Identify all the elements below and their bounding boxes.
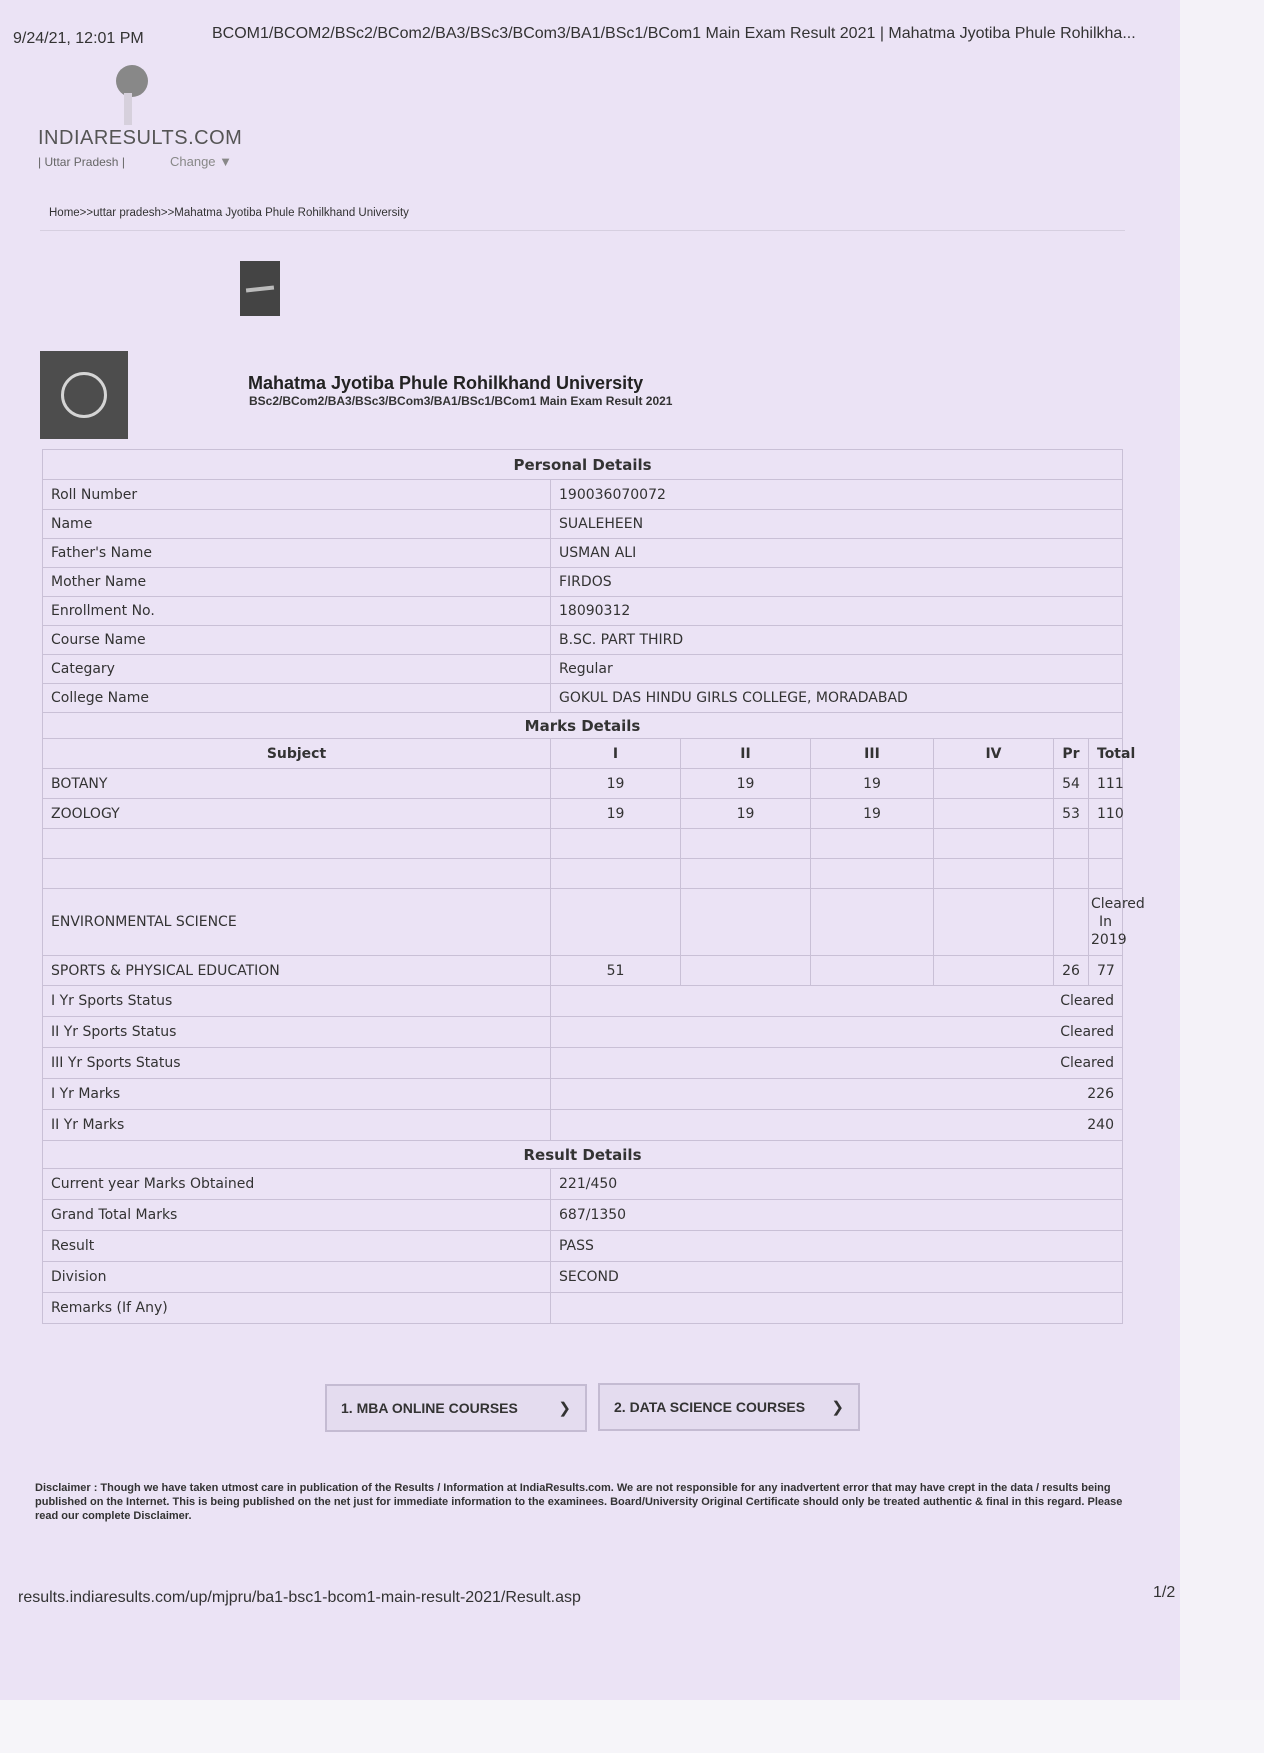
detail-value: Regular xyxy=(551,655,1123,684)
print-date: 9/24/21, 12:01 PM xyxy=(13,30,144,47)
university-name: Mahatma Jyotiba Phule Rohilkhand University xyxy=(248,373,644,393)
detail-row xyxy=(43,568,1123,597)
site-logo-icon[interactable] xyxy=(116,65,148,97)
detail-label: Categary xyxy=(43,655,551,684)
chevron-right-icon: ❯ xyxy=(558,1400,571,1417)
mark-cell: 19 xyxy=(681,799,811,829)
detail-value: 190036070072 xyxy=(551,480,1123,510)
data-science-courses-button[interactable] xyxy=(598,1383,860,1431)
button-label: 1. MBA ONLINE COURSES xyxy=(341,1400,518,1416)
detail-row xyxy=(43,510,1123,539)
mba-online-courses-button[interactable] xyxy=(325,1384,587,1432)
result-label: Current year Marks Obtained xyxy=(43,1169,551,1200)
detail-label: Father's Name xyxy=(43,539,551,568)
emblem-icon xyxy=(61,372,107,418)
result-details-heading-row xyxy=(43,1141,1123,1169)
site-name[interactable]: INDIARESULTS.COM xyxy=(38,127,243,149)
mark-cell: 19 xyxy=(811,769,934,799)
detail-value: SUALEHEEN xyxy=(551,510,1123,539)
breadcrumb[interactable]: Home>>uttar pradesh>>Mahatma Jyotiba Phule Rohilkhand University xyxy=(49,207,409,219)
mark-cell xyxy=(681,889,811,956)
status-label: I Yr Marks xyxy=(43,1079,551,1110)
section-heading: Personal Details xyxy=(43,450,1123,480)
col-header: II xyxy=(681,739,811,769)
total-cell: 111 xyxy=(1089,769,1123,799)
result-label: Result xyxy=(43,1231,551,1262)
marks-row xyxy=(43,799,1123,829)
result-row xyxy=(43,1169,1123,1200)
mark-cell xyxy=(934,956,1054,986)
status-row xyxy=(43,1048,1123,1079)
marks-row xyxy=(43,889,1123,956)
page-margin-bottom xyxy=(0,1700,1264,1753)
status-row xyxy=(43,1017,1123,1048)
detail-label: Course Name xyxy=(43,626,551,655)
detail-row xyxy=(43,480,1123,510)
mark-cell xyxy=(681,956,811,986)
mark-cell xyxy=(1054,829,1089,859)
col-header: Subject xyxy=(43,739,551,769)
mark-cell xyxy=(934,769,1054,799)
status-value: 226 xyxy=(551,1079,1123,1110)
status-value: Cleared xyxy=(551,986,1123,1017)
subject-cell: SPORTS & PHYSICAL EDUCATION xyxy=(43,956,551,986)
detail-row xyxy=(43,597,1123,626)
result-value: SECOND xyxy=(551,1262,1123,1293)
marks-row xyxy=(43,956,1123,986)
mark-cell: 19 xyxy=(811,799,934,829)
personal-details-heading-row xyxy=(43,450,1123,480)
detail-value: USMAN ALI xyxy=(551,539,1123,568)
page-margin-right xyxy=(1180,0,1264,1753)
mark-cell xyxy=(811,889,934,956)
status-value: Cleared xyxy=(551,1017,1123,1048)
mark-cell: 54 xyxy=(1054,769,1089,799)
status-label: I Yr Sports Status xyxy=(43,986,551,1017)
status-row xyxy=(43,986,1123,1017)
divider xyxy=(40,230,1125,231)
mark-cell: 19 xyxy=(551,799,681,829)
result-label: Division xyxy=(43,1262,551,1293)
banner-image xyxy=(240,261,280,316)
total-cell xyxy=(1089,829,1123,859)
col-header: III xyxy=(811,739,934,769)
button-label: 2. DATA SCIENCE COURSES xyxy=(614,1399,806,1415)
result-value: PASS xyxy=(551,1231,1123,1262)
status-value: 240 xyxy=(551,1110,1123,1141)
detail-value: GOKUL DAS HINDU GIRLS COLLEGE, MORADABAD xyxy=(551,684,1123,713)
mark-cell xyxy=(1054,859,1089,889)
col-header: Total xyxy=(1089,739,1123,769)
mark-cell: 53 xyxy=(1054,799,1089,829)
marks-row xyxy=(43,769,1123,799)
mark-cell xyxy=(934,799,1054,829)
detail-label: Roll Number xyxy=(43,480,551,510)
detail-label: College Name xyxy=(43,684,551,713)
status-value: Cleared xyxy=(551,1048,1123,1079)
mark-cell: 19 xyxy=(551,769,681,799)
status-row xyxy=(43,1079,1123,1110)
result-row xyxy=(43,1262,1123,1293)
mark-cell xyxy=(934,889,1054,956)
detail-value: B.SC. PART THIRD xyxy=(551,626,1123,655)
mark-cell xyxy=(934,859,1054,889)
mark-cell: 51 xyxy=(551,956,681,986)
result-row xyxy=(43,1293,1123,1324)
mark-cell xyxy=(811,859,934,889)
result-value: 221/450 xyxy=(551,1169,1123,1200)
marks-row-empty xyxy=(43,829,1123,859)
mark-cell xyxy=(811,829,934,859)
marks-details-heading-row xyxy=(43,713,1123,739)
print-title: BCOM1/BCOM2/BSc2/BCom2/BA3/BSc3/BCom3/BA1/BSc1/BCom1 Main Exam Result 2021 | Mahatma Jyotiba Phule Rohilkha... xyxy=(212,25,1136,42)
status-label: III Yr Sports Status xyxy=(43,1048,551,1079)
mark-cell: 26 xyxy=(1054,956,1089,986)
detail-label: Mother Name xyxy=(43,568,551,597)
disclaimer-text: Disclaimer : Though we have taken utmost care in publication of the Results / Information at IndiaResults.com. We are not responsible for any inadvertent error that may have crept in the data / results being published on the Internet. This is being published on the net just for immediate information to the examinees. Board/University Original Certificate should only be treated authentic & final in this regard. Please read our complete Disclaimer. xyxy=(35,1482,1123,1522)
col-header: Pr xyxy=(1054,739,1089,769)
mark-cell xyxy=(934,829,1054,859)
detail-label: Name xyxy=(43,510,551,539)
mark-cell xyxy=(681,859,811,889)
subject-cell xyxy=(43,859,551,889)
total-cell xyxy=(1089,859,1123,889)
mark-cell xyxy=(681,829,811,859)
result-label: Remarks (If Any) xyxy=(43,1293,551,1324)
result-row xyxy=(43,1231,1123,1262)
detail-value: 18090312 xyxy=(551,597,1123,626)
detail-row xyxy=(43,626,1123,655)
mark-cell xyxy=(1054,889,1089,956)
result-value xyxy=(551,1293,1123,1324)
change-region-link[interactable]: Change ▼ xyxy=(170,154,233,169)
marks-row-empty xyxy=(43,859,1123,889)
mark-cell xyxy=(811,956,934,986)
university-logo xyxy=(40,351,128,439)
subject-cell: BOTANY xyxy=(43,769,551,799)
detail-row xyxy=(43,655,1123,684)
marks-header-row xyxy=(43,739,1123,769)
mark-cell xyxy=(551,829,681,859)
result-table xyxy=(42,449,1145,1324)
section-heading: Marks Details xyxy=(43,713,1123,739)
status-label: II Yr Sports Status xyxy=(43,1017,551,1048)
detail-row xyxy=(43,684,1123,713)
total-cell: Cleared In 2019 xyxy=(1089,889,1123,956)
detail-value: FIRDOS xyxy=(551,568,1123,597)
subject-cell: ZOOLOGY xyxy=(43,799,551,829)
result-label: Grand Total Marks xyxy=(43,1200,551,1231)
status-row xyxy=(43,1110,1123,1141)
site-logo-stem xyxy=(124,93,132,125)
mark-cell: 19 xyxy=(681,769,811,799)
col-header: I xyxy=(551,739,681,769)
total-cell: 110 xyxy=(1089,799,1123,829)
chevron-right-icon: ❯ xyxy=(831,1399,844,1416)
page-number: 1/2 xyxy=(1153,1584,1176,1601)
region-label: | Uttar Pradesh | xyxy=(38,155,125,169)
mark-cell xyxy=(551,889,681,956)
total-cell: 77 xyxy=(1089,956,1123,986)
subject-cell xyxy=(43,829,551,859)
result-subtitle: BSc2/BCom2/BA3/BSc3/BCom3/BA1/BSc1/BCom1 Main Exam Result 2021 xyxy=(249,394,673,408)
detail-label: Enrollment No. xyxy=(43,597,551,626)
page-url: results.indiaresults.com/up/mjpru/ba1-bsc1-bcom1-main-result-2021/Result.asp xyxy=(18,1589,581,1606)
col-header: IV xyxy=(934,739,1054,769)
result-value: 687/1350 xyxy=(551,1200,1123,1231)
section-heading: Result Details xyxy=(43,1141,1123,1169)
subject-cell: ENVIRONMENTAL SCIENCE xyxy=(43,889,551,956)
mark-cell xyxy=(551,859,681,889)
detail-row xyxy=(43,539,1123,568)
status-label: II Yr Marks xyxy=(43,1110,551,1141)
result-row xyxy=(43,1200,1123,1231)
